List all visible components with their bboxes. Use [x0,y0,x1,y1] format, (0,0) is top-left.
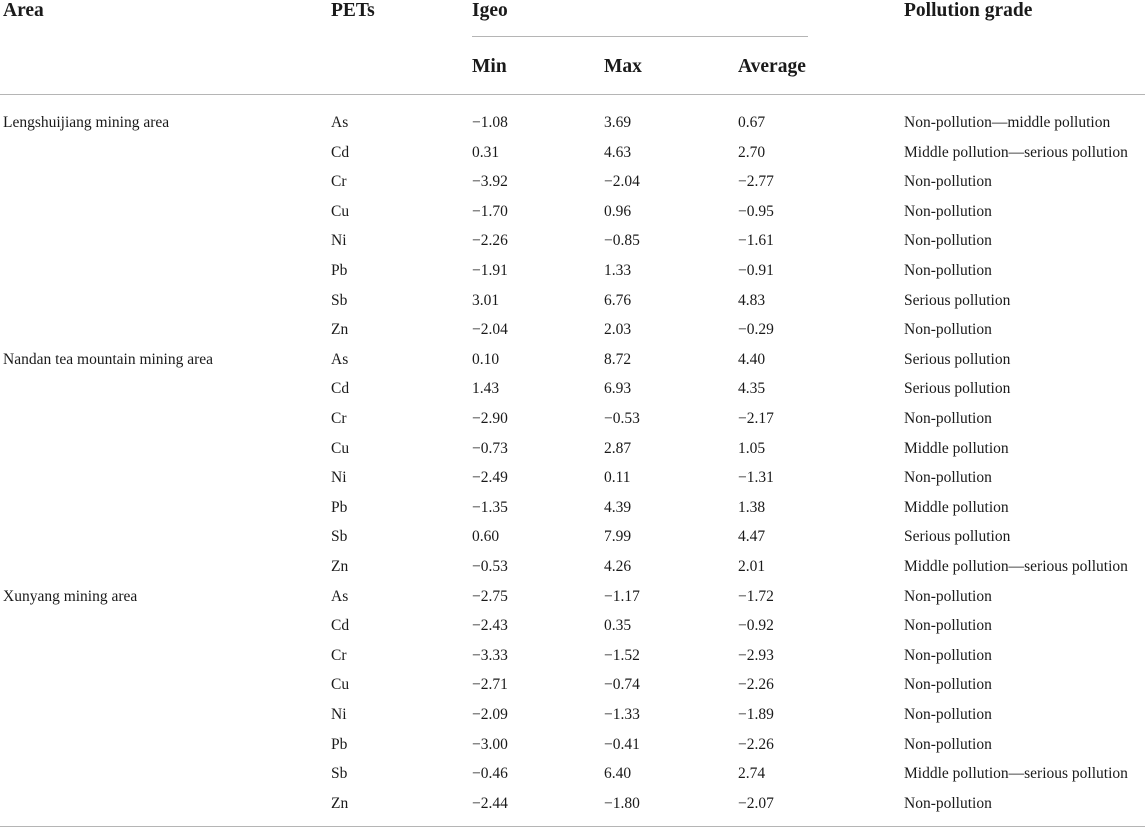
igeo-max-cell: −1.52 [604,646,640,664]
table-row [0,500,1145,530]
igeo-average-cell: −1.61 [738,232,774,250]
pet-cell: Pb [331,498,348,516]
igeo-max-cell: 2.87 [604,439,632,457]
area-cell: Lengshuijiang mining area [3,114,170,131]
igeo-average-cell: 2.01 [738,558,766,575]
igeo-min-cell: −1.70 [472,202,508,220]
table-row [0,589,1145,619]
igeo-max-cell: −0.41 [604,735,640,753]
pet-cell: As [331,350,349,368]
igeo-average-cell: −1.89 [738,706,774,723]
igeo-average-cell: −2.26 [738,735,774,753]
table-row [0,677,1145,707]
pollution-grade-cell: Non-pollution—middle pollution [904,114,1111,131]
pollution-grade-cell: Non-pollution [904,321,992,339]
pollution-grade-cell: Non-pollution [904,735,992,753]
pet-cell: Cu [331,676,350,694]
table-row [0,766,1145,796]
pollution-grade-cell: Middle pollution [904,498,1009,516]
igeo-min-cell: −2.71 [472,676,508,694]
pollution-grade-cell: Non-pollution [904,706,992,723]
igeo-min-cell: −1.35 [472,498,508,516]
igeo-average-cell: 2.74 [738,765,766,783]
igeo-min-cell: −1.91 [472,262,508,279]
igeo-min-cell: −3.92 [472,173,508,191]
table-row [0,707,1145,737]
pollution-grade-cell: Non-pollution [904,676,992,694]
pet-cell: As [331,587,349,605]
table-row [0,233,1145,263]
igeo-max-cell: 0.96 [604,202,632,220]
igeo-average-cell: −2.93 [738,646,774,664]
header-pets: PETs [331,0,375,21]
area-cell: Xunyang mining area [3,587,138,605]
table-row [0,174,1145,204]
pet-cell: Ni [331,706,347,723]
igeo-min-cell: −2.43 [472,617,508,635]
pet-cell: Cr [331,410,347,427]
igeo-min-cell: 0.60 [472,528,500,546]
igeo-max-cell: 0.35 [604,617,632,635]
pollution-grade-cell: Serious pollution [904,291,1011,309]
igeo-max-cell: −1.17 [604,587,640,605]
pollution-grade-cell: Non-pollution [904,587,992,605]
igeo-average-cell: 1.05 [738,439,766,457]
table-row [0,381,1145,411]
table-row [0,470,1145,500]
igeo-max-cell: 7.99 [604,528,632,546]
igeo-average-cell: −2.07 [738,794,774,812]
igeo-min-cell: −3.33 [472,646,508,664]
igeo-max-cell: 6.40 [604,765,632,783]
igeo-min-cell: 0.10 [472,350,500,368]
igeo-max-cell: 6.93 [604,380,632,398]
pet-cell: Cd [331,143,350,161]
igeo-max-cell: 4.39 [604,498,632,516]
igeo-min-cell: 0.31 [472,143,500,161]
table-row [0,737,1145,767]
igeo-average-cell: −0.95 [738,202,774,220]
pollution-grade-cell: Non-pollution [904,646,992,664]
igeo-average-cell: 1.38 [738,498,766,516]
igeo-average-cell: −2.26 [738,676,774,694]
pet-cell: Cu [331,202,350,220]
pollution-grade-cell: Middle pollution [904,439,1009,457]
table-row [0,263,1145,293]
pollution-grade-cell: Serious pollution [904,350,1011,368]
pollution-grade-cell: Serious pollution [904,528,1011,546]
pet-cell: Sb [331,765,348,783]
igeo-min-cell: 1.43 [472,380,500,398]
header-min: Min [472,56,507,77]
igeo-max-cell: 0.11 [604,469,631,487]
igeo-average-cell: −0.29 [738,321,774,339]
igeo-min-cell: −0.53 [472,558,508,575]
igeo-average-cell: −2.17 [738,410,774,427]
pet-cell: Sb [331,528,348,546]
table-row [0,618,1145,648]
igeo-min-cell: −2.90 [472,410,508,427]
igeo-min-cell: −3.00 [472,735,508,753]
igeo-max-cell: 8.72 [604,350,632,368]
igeo-max-cell: −0.74 [604,676,640,694]
header-max: Max [604,56,642,77]
pet-cell: Pb [331,262,348,279]
table-row [0,322,1145,352]
igeo-min-cell: 3.01 [472,291,500,309]
pet-cell: Ni [331,232,347,250]
pet-cell: Cd [331,380,350,398]
igeo-min-cell: −2.75 [472,587,508,605]
table-row [0,115,1145,145]
pollution-grade-cell: Non-pollution [904,173,992,191]
pet-cell: As [331,114,349,131]
igeo-min-cell: −1.08 [472,114,508,131]
pet-cell: Cu [331,439,350,457]
table-row [0,796,1145,826]
table-row [0,293,1145,323]
header-average: Average [738,56,806,77]
igeo-average-cell: 2.70 [738,143,766,161]
igeo-average-cell: −1.31 [738,469,774,487]
pet-cell: Ni [331,469,347,487]
pet-cell: Zn [331,558,349,575]
igeo-min-cell: −2.49 [472,469,508,487]
igeo-average-cell: −0.91 [738,262,774,279]
igeo-average-cell: 4.40 [738,350,766,368]
igeo-min-cell: −0.46 [472,765,508,783]
pollution-grade-cell: Middle pollution—serious pollution [904,765,1128,783]
table-row [0,145,1145,175]
igeo-min-cell: −2.09 [472,706,508,723]
igeo-max-cell: −1.80 [604,794,640,812]
igeo-span-divider [472,36,808,37]
table-row [0,352,1145,382]
pet-cell: Sb [331,291,348,309]
header-pollution-grade: Pollution grade [904,0,1033,21]
area-cell: Nandan tea mountain mining area [3,350,214,368]
table-row [0,648,1145,678]
igeo-max-cell: −0.85 [604,232,640,250]
pollution-grade-cell: Non-pollution [904,232,992,250]
igeo-min-cell: −2.26 [472,232,508,250]
igeo-max-cell: 1.33 [604,262,632,279]
igeo-min-cell: −2.04 [472,321,508,339]
pollution-grade-cell: Non-pollution [904,617,992,635]
pollution-grade-cell: Non-pollution [904,410,992,427]
pet-cell: Cd [331,617,350,635]
igeo-max-cell: 3.69 [604,114,632,131]
table-row [0,411,1145,441]
header-divider [0,94,1145,95]
pet-cell: Cr [331,173,347,191]
igeo-average-cell: 0.67 [738,114,766,131]
igeo-average-cell: 4.35 [738,380,766,398]
header-igeo: Igeo [472,0,508,21]
igeo-min-cell: −0.73 [472,439,508,457]
igeo-max-cell: −0.53 [604,410,640,427]
igeo-average-cell: −2.77 [738,173,774,191]
pollution-grade-cell: Middle pollution—serious pollution [904,143,1128,161]
table-row [0,204,1145,234]
igeo-average-cell: −1.72 [738,587,774,605]
pet-cell: Pb [331,735,348,753]
table-row [0,559,1145,589]
igeo-max-cell: −1.33 [604,706,640,723]
pollution-grade-cell: Non-pollution [904,469,992,487]
pollution-grade-cell: Non-pollution [904,794,992,812]
pollution-grade-cell: Middle pollution—serious pollution [904,558,1128,575]
pollution-grade-cell: Non-pollution [904,262,992,279]
table-bottom-border [0,826,1145,827]
table-row [0,529,1145,559]
igeo-average-cell: 4.83 [738,291,766,309]
igeo-max-cell: −2.04 [604,173,640,191]
pet-cell: Zn [331,321,349,339]
igeo-max-cell: 2.03 [604,321,632,339]
igeo-average-cell: −0.92 [738,617,774,635]
pet-cell: Zn [331,794,349,812]
igeo-max-cell: 6.76 [604,291,632,309]
pollution-grade-cell: Non-pollution [904,202,992,220]
pet-cell: Cr [331,646,347,664]
header-area: Area [3,0,44,21]
pollution-grade-cell: Serious pollution [904,380,1011,398]
igeo-min-cell: −2.44 [472,794,508,812]
igeo-average-cell: 4.47 [738,528,766,546]
igeo-max-cell: 4.26 [604,558,632,575]
table-row [0,441,1145,471]
igeo-max-cell: 4.63 [604,143,632,161]
